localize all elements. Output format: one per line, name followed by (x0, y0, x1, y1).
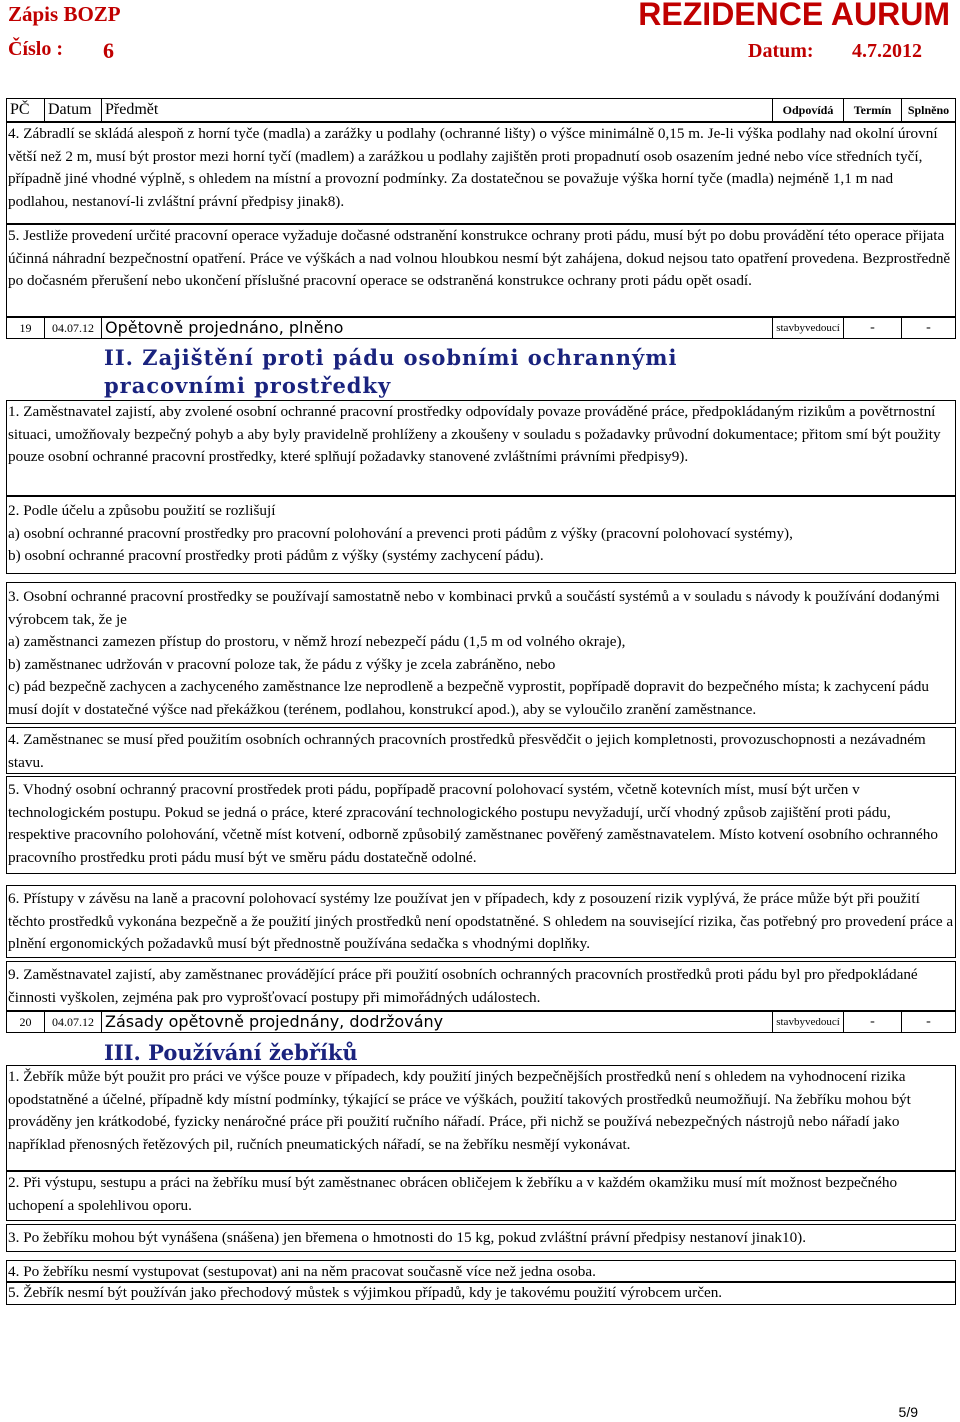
section-title: II. Zajištění proti pádu osobními ochrannými pracovními prostředky (104, 345, 678, 398)
col-splneno: Splněno (907, 103, 950, 117)
paragraph-block (6, 582, 956, 724)
paragraph-text: 5. Vhodný osobní ochranný pracovní prostředek proti pádu, popřípadě pracovní polohovací systém, včetně kotevních míst, musí být určen v technologickém postupu. Pokud se jedná o práce, které zpracování technologického postupu nevyžadují, určí vhodný způsob zajištění proti pádu, respektive pracovního polohování, včetně míst kotvení, odborně způsobilý zaměstnanec pověřený zaměstnavatelem. Místo kotvení osobního ochranného pracovního prostředku proti pádu musí být ve směru pádu dostatečně odolné. (8, 781, 938, 866)
col-predmet: Předmět (102, 99, 773, 121)
paragraph-block (6, 496, 956, 574)
paragraph-block (6, 1260, 956, 1283)
paragraph-text: 5. Jestliže provedení určité pracovní operace vyžaduje dočasné odstranění konstrukce ochrany proti pádu, musí být po dobu provádění této operace přijata účinná náhradní bezpečnostní opatření. Práce ve výškách a nad volnou hloubkou nesmí být zahájena, dokud nejsou tato opatření provedena. Bezprostředně po dočasném přerušení nebo ukončení příslušné pracovní operace se odstraněná konstrukce ochrany proti pádu opět osadí. (8, 227, 951, 290)
paragraph-block (6, 224, 956, 317)
paragraph-text: 1. Zaměstnavatel zajistí, aby zvolené osobní ochranné pracovní prostředky odpovídaly povaze prováděné práce, předpokládaným rizikům a povětrnostní situaci, umožňovaly bezpečný pohyb a aby byly pravidelně prohlíženy a zkoušeny v souladu s požadavky průvodní dokumentace; přitom smí být použity pouze osobní ochranné pracovní prostředky, které splňují požadavky stanovené zvláštními právními předpisy9). (8, 403, 941, 466)
row-date: 04.07.12 (45, 318, 102, 338)
paragraph-text: 9. Zaměstnavatel zajistí, aby zaměstnanec provádějící práce při použití osobních ochranných pracovních prostředků proti pádu byl pro předpokládané činnosti vyškolen, zejména pak pro vyprošťovací postupy při mimořádných událostech. (8, 966, 918, 1006)
table-row (6, 317, 956, 339)
date-value: 4.7.2012 (852, 40, 922, 62)
row-termin: - (844, 318, 902, 338)
paragraph-block (6, 1224, 956, 1252)
row-responsible: stavbyvedoucí (773, 318, 844, 338)
col-pc: PČ (7, 99, 45, 121)
paragraph-block (6, 1065, 956, 1171)
row-date: 04.07.12 (45, 1012, 102, 1032)
paragraph-text: 4. Zaměstnanec se musí před použitím osobních ochranných pracovních prostředků přesvědčit o jejich kompletnosti, provozuschopnosti a nezávadném stavu. (8, 731, 926, 771)
paragraph-block (6, 400, 956, 496)
row-splneno: - (926, 1014, 931, 1029)
section-title: III. Používání žebříků (104, 1040, 358, 1065)
project-name: REZIDENCE AURUM (638, 0, 950, 32)
paragraph-block (6, 1281, 956, 1305)
paragraph-text: 4. Po žebříku nesmí vystupovat (sestupovat) ani na něm pracovat současně více než jedna osoba. (8, 1263, 596, 1280)
row-subject: Zásady opětovně projednány, dodržovány (102, 1012, 773, 1032)
paragraph-text: 3. Osobní ochranné pracovní prostředky se používají samostatně nebo v kombinaci prvků a součástí systémů a v souladu s návody k používání dodanými výrobcem tak, že je a) zaměstnanci zamezen přístup do prostoru, v němž hrozí nebezpečí pádu (1,5 m od volného okraje), b) zaměstnanec udržován v pracovní poloze tak, že pádu z výšky je zcela zabráněno, nebo c) pád bezpečně zachycen a zachyceného zaměstnance lze neprodleně a bezpečně vyprostit, popřípadě dopravit do bezpečného místa; k zachycení pádu musí dojít v dostatečné výšce nad překážkou (terénem, podlahou, konstrukcí apod.), aby se vyloučilo zranění zaměstnance. (8, 588, 940, 718)
paragraph-text: 6. Přístupy v závěsu na laně a pracovní polohovací systémy lze používat jen v případech, kdy z posouzení rizik vyplývá, že práce může být při použití těchto prostředků vykonána bezpečně a že použití jiných prostředků není opodstatněné. S ohledem na související rizika, čas potřebný pro provedení práce a plnění ergonomických požadavků musí být přednostně používána sedačka s vhodnými doplňky. (8, 890, 954, 953)
paragraph-text: 2. Podle účelu a způsobu použití se rozlišují a) osobní ochranné pracovní prostředky pro pracovní polohování a prevenci proti pádům z výšky (pracovní polohovací systémy), b) osobní ochranné pracovní prostředky proti pádům z výšky (systémy zachycení pádu). (8, 502, 793, 565)
col-termin: Termín (844, 99, 902, 121)
table-row (6, 1011, 956, 1033)
date-label: Datum: (748, 40, 814, 62)
row-termin: - (844, 1012, 902, 1032)
paragraph-text: 1. Žebřík může být použit pro práci ve výšce pouze v případech, kdy použití jiných bezpečnějších prostředků není s ohledem na vyhodnocení rizika opodstatněné a účelné, případně kdy místní podmínky, týkající se práce ve výškách, použití takových prostředků neumožňují. Na žebříku mohou být prováděny jen krátkodobé, fyzicky nenáročné práce při použití ručního nářadí. Práce, při nichž se používá nebezpečných nástrojů nebo nářadí jako například přenosných řetězových pil, ručních pneumatických nářadí, se na žebříku nesmějí vykonávat. (8, 1068, 911, 1153)
row-responsible: stavbyvedoucí (773, 1012, 844, 1032)
row-number: 19 (7, 318, 45, 338)
row-number: 20 (7, 1012, 45, 1032)
row-splneno: - (926, 320, 931, 335)
paragraph-block (6, 122, 956, 224)
paragraph-text: 3. Po žebříku mohou být vynášena (snášena) jen břemena o hmotnosti do 15 kg, pokud zvláštní právní předpisy nestanoví jinak10). (8, 1229, 807, 1246)
paragraph-block (6, 885, 956, 958)
paragraph-text: 5. Žebřík nesmí být používán jako přechodový můstek s výjimkou případů, kdy je takovému použití výrobcem určen. (8, 1284, 723, 1301)
page-number: 5/9 (898, 1404, 918, 1420)
column-header-row (6, 98, 956, 122)
row-subject: Opětovně projednáno, plněno (102, 318, 773, 338)
number-label: Číslo : (8, 38, 63, 60)
paragraph-block (6, 1171, 956, 1221)
paragraph-text: 4. Zábradlí se skládá alespoň z horní tyče (madla) a zarážky u podlahy (ochranné lišty) o výšce minimálně 0,15 m. Je-li výška podlahy nad okolní úrovní větší než 2 m, musí být prostor mezi horní tyčí (madlem) a zarážkou u podlahy zajištěn proti propadnutí osob osazením jedné nebo více středních tyčí, případně jiné vhodné výplně, s ohledem na místní a provozní podmínky. Za dostatečnou se považuje výška horní tyče (madla) nejméně 1,1 m nad podlahou, nestanoví-li zvláštní právní předpisy jinak8). (8, 125, 938, 210)
paragraph-block (6, 961, 956, 1011)
paragraph-text: 2. Při výstupu, sestupu a práci na žebříku musí být zaměstnanec obrácen obličejem k žebříku a v každém okamžiku musí mít možnost bezpečného uchopení a spolehlivou oporu. (8, 1174, 898, 1214)
document-title: Zápis BOZP (8, 2, 121, 26)
paragraph-block (6, 776, 956, 874)
col-odpovida: Odpovídá (773, 99, 844, 121)
paragraph-block (6, 727, 956, 774)
number-value: 6 (103, 38, 114, 63)
col-datum: Datum (45, 99, 102, 121)
